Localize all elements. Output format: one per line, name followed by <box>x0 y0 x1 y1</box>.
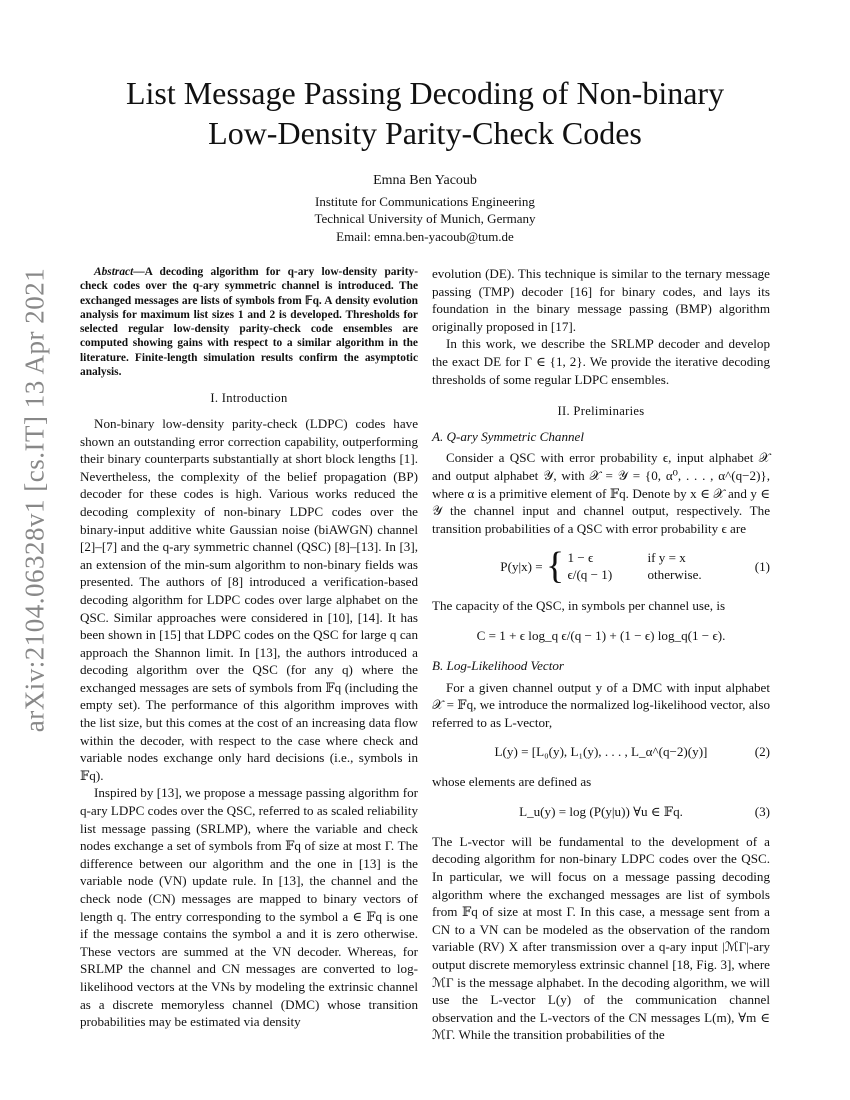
title-line-2: Low-Density Parity-Check Codes <box>208 115 642 151</box>
equation-1-brace: { <box>545 545 565 588</box>
equation-1-case1-condition: if y = x <box>647 549 686 565</box>
affiliation-line-2: Technical University of Munich, Germany <box>314 211 536 226</box>
capacity-paragraph: The capacity of the QSC, in symbols per channel use, is <box>432 598 726 614</box>
equation-1-case2-value: ϵ/(q − 1) <box>567 567 613 583</box>
qsc-paragraph: Consider a QSC with error probability ϵ, input alphabet 𝒳 and output alphabet 𝒴, with 𝒳 = 𝒴 = {0, α⁰, . . . , α^(q−2)}, where α is a primitive element of 𝔽q. Denote by x ∈ 𝒳 and y ∈ 𝒴 the channel input and channel output, respectively. The transition probabilities of a QSC with error probability ϵ are <box>432 450 770 536</box>
equation-1-case1-value: 1 − ϵ <box>567 549 594 565</box>
arxiv-identifier-sidebar <box>10 267 60 733</box>
abstract-label: Abstract <box>94 266 134 278</box>
equation-1-case2-condition: otherwise. <box>647 567 702 583</box>
equation-2 <box>432 737 770 767</box>
equation-1 <box>432 543 770 591</box>
intro-paragraph-1: Non-binary low-density parity-check (LDPC) codes have shown an outstanding error correction capability, outperforming their binary counterparts substantially at short block lengths [1]. Nevertheless, the complexity of the belief propagation (BP) decoder for these codes is high. Various works reduced the decoding complexity of non-binary LDPC codes over the binary-input additive white Gaussian noise (biAWGN) channel [2]–[7] and the q-ary symmetric channel (QSC) [8]–[13]. In [3], an extension of the min-sum algorithm to non-binary fields was presented. The authors of [8] introduced a verification-based decoding algorithm for LDPC codes over large alphabet on the QSC. Similar approaches were considered in [10], [14]. It has been shown in [15] that LDPC codes on the QSC for large q can approach the Shannon limit. In [13], the authors introduced a decoding algorithm over the QSC (for any q) where the exchanged messages are sets of symbols from 𝔽q (including the empty set). The performance of this algorithm improves with the list size, but this comes at the cost of an increasing data flow within the decoder, with respect to the case where check and variable nodes exchange only hard decisions (i.e., symbols in 𝔽q). <box>80 415 418 783</box>
section-preliminaries-heading: II. Preliminaries <box>557 404 645 419</box>
capacity-equation-body: C = 1 + ϵ log_q ϵ/(q − 1) + (1 − ϵ) log_q(1 − ϵ). <box>476 627 726 643</box>
llv-paragraph-2: whose elements are defined as <box>432 774 592 790</box>
abstract <box>80 265 418 379</box>
equation-2-body: L(y) = [L₀(y), L₁(y), . . . , L_α^(q−2)(y)] <box>494 744 708 760</box>
left-column <box>80 265 418 1031</box>
equation-1-number: (1) <box>754 559 770 575</box>
equation-3-number: (3) <box>754 803 770 819</box>
equation-3-body: L_u(y) = log (P(y|u)) ∀u ∈ 𝔽q. <box>519 803 683 819</box>
equation-1-lhs: P(y|x) = <box>500 558 543 574</box>
paper-title <box>0 73 850 153</box>
equation-3 <box>432 797 770 827</box>
right-paragraph-2: In this work, we describe the SRLMP decoder and develop the exact DE for Γ ∈ {1, 2}. We provide the iterative decoding thresholds of some regular LDPC ensembles. <box>432 336 770 387</box>
equation-2-number: (2) <box>754 744 770 760</box>
abstract-text: —A decoding algorithm for q-ary low-density parity-check codes over the q-ary symmetric channel is introduced. The exchanged messages are lists of symbols from 𝔽q. A density evolution analysis for maximum list sizes 1 and 2 is developed. Thresholds for selected regular low-density parity-check code ensembles are computed showing gains with respect to a similar algorithm in the literature. Finite-length simulation results confirm the asymptotic analysis. <box>80 266 418 379</box>
author-name: Emna Ben Yacoub <box>373 173 477 188</box>
right-paragraph-1: evolution (DE). This technique is similar to the ternary message passing (TMP) decoder [16] for binary codes, and lays its foundation in the binary message passing (BMP) algorithm originally proposed in [17]. <box>432 266 770 334</box>
title-line-1: List Message Passing Decoding of Non-binary <box>125 75 725 111</box>
intro-paragraph-2: Inspired by [13], we propose a message passing algorithm for q-ary LDPC codes over the QSC, referred to as scaled reliability list message passing (SRLMP), where the variable and check nodes exchange a set of symbols from 𝔽q of size at most Γ. The difference between our algorithm and the one in [13] is the variable node (VN) update rule. In [13], the channel and the check node (CN) messages are mapped to binary vectors of length q. The entry corresponding to the symbol a ∈ 𝔽q is one if the message contains the symbol a and it is zero otherwise. These vectors are summed at the VN decoder. Whereas, for SRLMP the channel and CN messages are converted to log-likelihood vectors at the VNs by modeling the extrinsic channel as a discrete memoryless channel (DMC) whose transition probabilities may be estimated via density <box>80 785 418 1030</box>
author-email: Email: emna.ben-yacoub@tum.de <box>336 228 514 244</box>
capacity-equation <box>432 621 770 651</box>
section-introduction-heading: I. Introduction <box>210 391 288 406</box>
affiliation-line-1: Institute for Communications Engineering <box>315 193 535 209</box>
arxiv-identifier: arXiv:2104.06328v1 [cs.IT] 13 Apr 2021 <box>19 267 50 733</box>
author-block <box>0 172 850 245</box>
llv-paragraph-3: The L-vector will be fundamental to the development of a decoding algorithm for non-binary LDPC codes over the QSC. In particular, we will focus on a message passing decoding algorithm where the exchanged messages are list of symbols from 𝔽q of size at most Γ. In this case, a message sent from a CN to a VN can be modeled as the observation of the random variable (RV) X after transmission over a q-ary input |ℳΓ|-ary output discrete memoryless extrinsic channel [18, Fig. 3], where ℳΓ is the message alphabet. In the decoding algorithm, we will use the L-vector L(y) of the communication channel observation and the L-vectors of the CN messages L(m), ∀m ∈ ℳΓ. While the transition probabilities of the <box>432 833 770 1043</box>
llv-paragraph-1: For a given channel output y of a DMC with input alphabet 𝒳 = 𝔽q, we introduce the normalized log-likelihood vector, also referred to as L-vector, <box>432 679 770 730</box>
subsection-llv-heading: B. Log-Likelihood Vector <box>432 657 565 673</box>
subsection-qsc-heading: A. Q-ary Symmetric Channel <box>432 428 584 444</box>
right-column <box>432 265 770 1044</box>
